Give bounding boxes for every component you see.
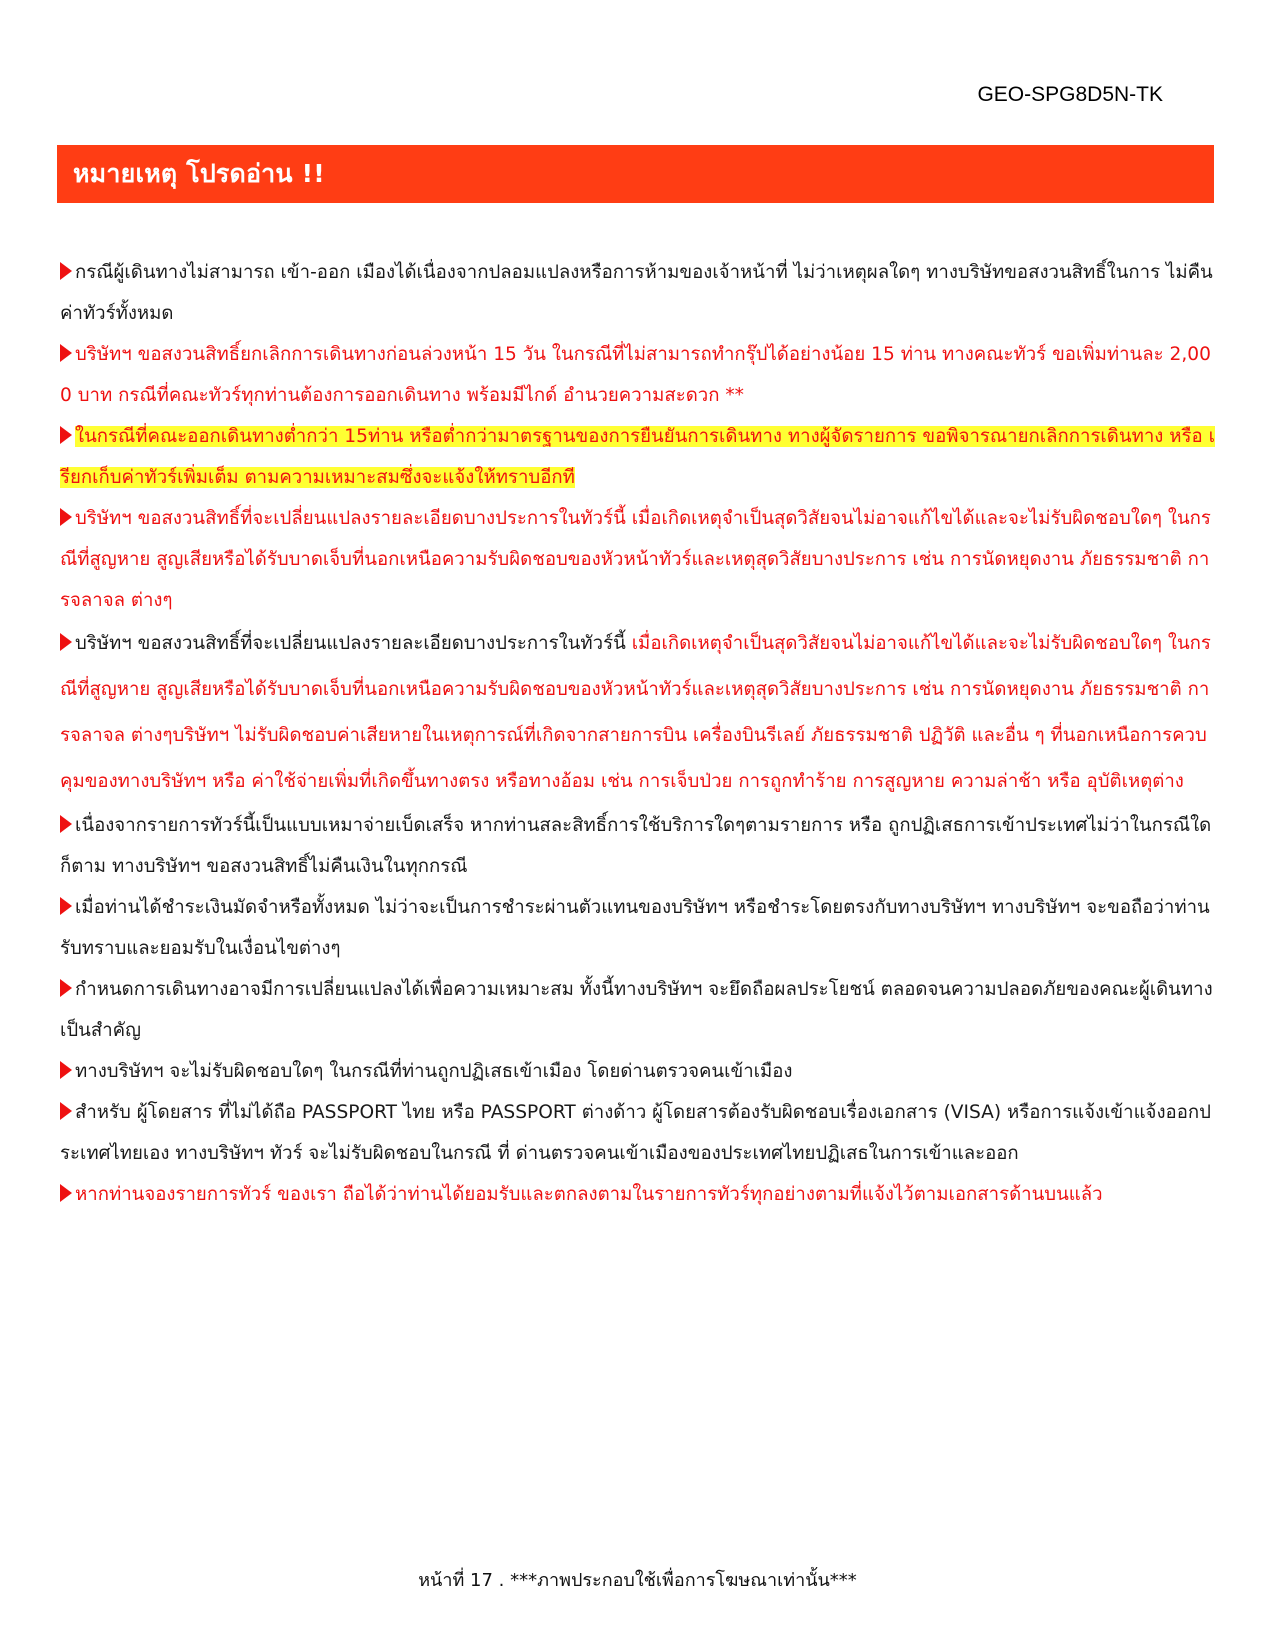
note-text-plain: บริษัทฯ ขอสงวนสิทธิ์ที่จะเปลี่ยนแปลงรายละเอียดบางประการในทัวร์นี้ xyxy=(75,633,632,654)
page-footer: หน้าที่ 17 . ***ภาพประกอบใช้เพื่อการโฆษณาเท่านั้น*** xyxy=(418,1570,857,1591)
triangle-bullet-icon xyxy=(60,1102,72,1120)
note-text: สำหรับ ผู้โดยสาร ที่ไม่ได้ถือ PASSPORT ไทย หรือ PASSPORT ต่างด้าว ผู้โดยสารต้องรับผิดชอบเรื่องเอกสาร (VISA) หรือการแจ้งเข้าแจ้งออกประเทศไทยเอง ทางบริษัทฯ ทัวร์ จะไม่รับผิดชอบในกรณี ที่ ด่านตรวจคนเข้าเมืองของประเทศไทยปฏิเสธในการเข้าและออก xyxy=(60,1102,1211,1164)
triangle-bullet-icon xyxy=(60,633,72,651)
notice-title: หมายเหตุ โปรดอ่าน !! xyxy=(73,159,325,188)
triangle-bullet-icon xyxy=(60,508,72,526)
note-text: บริษัทฯ ขอสงวนสิทธิ์ที่จะเปลี่ยนแปลงรายละเอียดบางประการในทัวร์นี้ เมื่อเกิดเหตุจำเป็นสุดวิสัยจนไม่อาจแก้ไขได้และจะไม่รับผิดชอบใดๆ ในกรณีที่สูญหาย สูญเสียหรือได้รับบาดเจ็บที่นอกเหนือความรับผิดชอบของหัวหน้าทัวร์และเหตุสุดวิสัยบางประการ เช่น การนัดหยุดงาน ภัยธรรมชาติ การจลาจล ต่างๆ xyxy=(60,508,1211,611)
note-text-red: เมื่อเกิดเหตุจำเป็นสุดวิสัยจนไม่อาจแก้ไขได้และจะไม่รับผิดชอบใดๆ ในกรณีที่สูญหาย สูญเสียหรือได้รับบาดเจ็บที่นอกเหนือความรับผิดชอบของหัวหน้าทัวร์และเหตุสุดวิสัยบางประการ เช่น การนัดหยุดงาน ภัยธรรมชาติ การจลาจล ต่างๆบริษัทฯ ไม่รับผิดชอบค่าเสียหายในเหตุการณ์ที่เกิดจากสายการบิน เครื่องบินรีเลย์ ภัยธรรมชาติ ปฏิวัติ และอื่น ๆ ที่นอกเหนือการควบคุมของทางบริษัทฯ หรือ ค่าใช้จ่ายเพิ่มที่เกิดขึ้นทางตรง หรือทางอ้อม เช่น การเจ็บป่วย การถูกทำร้าย การสูญหาย ความล่าช้า หรือ อุบัติเหตุต่าง xyxy=(60,633,1211,792)
triangle-bullet-icon xyxy=(60,344,72,362)
note-payment-acceptance xyxy=(60,887,1218,969)
note-text: กรณีผู้เดินทางไม่สามารถ เข้า-ออก เมืองได้เนื่องจากปลอมแปลงหรือการห้ามของเจ้าหน้าที่ ไม่ว่าเหตุผลใดๆ ทางบริษัทขอสงวนสิทธิ์ในการ ไม่คืนค่าทัวร์ทั้งหมด xyxy=(60,262,1213,324)
note-text: หากท่านจองรายการทัวร์ ของเรา ถือได้ว่าท่านได้ยอมรับและตกลงตามในรายการทัวร์ทุกอย่างตามที่แจ้งไว้ตามเอกสารด้านบนแล้ว xyxy=(75,1184,1103,1205)
note-text: บริษัทฯ ขอสงวนสิทธิ์ยกเลิกการเดินทางก่อนล่วงหน้า 15 วัน ในกรณีที่ไม่สามารถทำกรุ๊ปได้อย่างน้อย 15 ท่าน ทางคณะทัวร์ ขอเพิ่มท่านละ 2,000 บาท กรณีที่คณะทัวร์ทุกท่านต้องการออกเดินทาง พร้อมมีไกด์ อำนวยความสะดวก ** xyxy=(60,344,1211,406)
triangle-bullet-icon xyxy=(60,1061,72,1079)
note-text: เนื่องจากรายการทัวร์นี้เป็นแบบเหมาจ่ายเบ็ดเสร็จ หากท่านสละสิทธิ์การใช้บริการใดๆตามรายการ หรือ ถูกปฏิเสธการเข้าประเทศไม่ว่าในกรณีใดก็ตาม ทางบริษัทฯ ขอสงวนสิทธิ์ไม่คืนเงินในทุกกรณี xyxy=(60,815,1212,877)
note-group-below-minimum xyxy=(60,416,1218,498)
triangle-bullet-icon xyxy=(60,979,72,997)
note-package-no-refund xyxy=(60,805,1218,887)
note-liability xyxy=(60,621,1218,805)
notice-banner xyxy=(57,145,1214,203)
triangle-bullet-icon xyxy=(60,262,72,280)
note-text: กำหนดการเดินทางอาจมีการเปลี่ยนแปลงได้เพื่อความเหมาะสม ทั้งนี้ทางบริษัทฯ จะยึดถือผลประโยชน์ ตลอดจนความปลอดภัยของคณะผู้เดินทางเป็นสำคัญ xyxy=(60,979,1213,1041)
triangle-bullet-icon xyxy=(60,426,72,444)
note-itinerary-change xyxy=(60,498,1218,621)
note-foreign-passport xyxy=(60,1092,1218,1174)
triangle-bullet-icon xyxy=(60,1184,72,1202)
note-booking-acceptance xyxy=(60,1174,1218,1215)
note-cancellation-minimum xyxy=(60,334,1218,416)
note-immigration-denial xyxy=(60,1051,1218,1092)
highlighted-note-text: ในกรณีที่คณะออกเดินทางต่ำกว่า 15ท่าน หรือต่ำกว่ามาตรฐานของการยืนยันการเดินทาง ทางผู้จัดรายการ ขอพิจารณายกเลิกการเดินทาง หรือ เรียกเก็บค่าทัวร์เพิ่มเต็ม ตามความเหมาะสมซึ่งจะแจ้งให้ทราบอีกที xyxy=(60,426,1215,488)
notes-list xyxy=(60,252,1218,1215)
note-entry-restriction xyxy=(60,252,1218,334)
document-code: GEO-SPG8D5N-TK xyxy=(977,83,1163,106)
note-text: ทางบริษัทฯ จะไม่รับผิดชอบใดๆ ในกรณีที่ท่านถูกปฏิเสธเข้าเมือง โดยด่านตรวจคนเข้าเมือง xyxy=(75,1061,793,1082)
note-schedule-change xyxy=(60,969,1218,1051)
triangle-bullet-icon xyxy=(60,897,72,915)
note-text: เมื่อท่านได้ชำระเงินมัดจำหรือทั้งหมด ไม่ว่าจะเป็นการชำระผ่านตัวแทนของบริษัทฯ หรือชำระโดยตรงกับทางบริษัทฯ ทางบริษัทฯ จะขอถือว่าท่านรับทราบและยอมรับในเงื่อนไขต่างๆ xyxy=(60,897,1210,959)
triangle-bullet-icon xyxy=(60,815,72,833)
